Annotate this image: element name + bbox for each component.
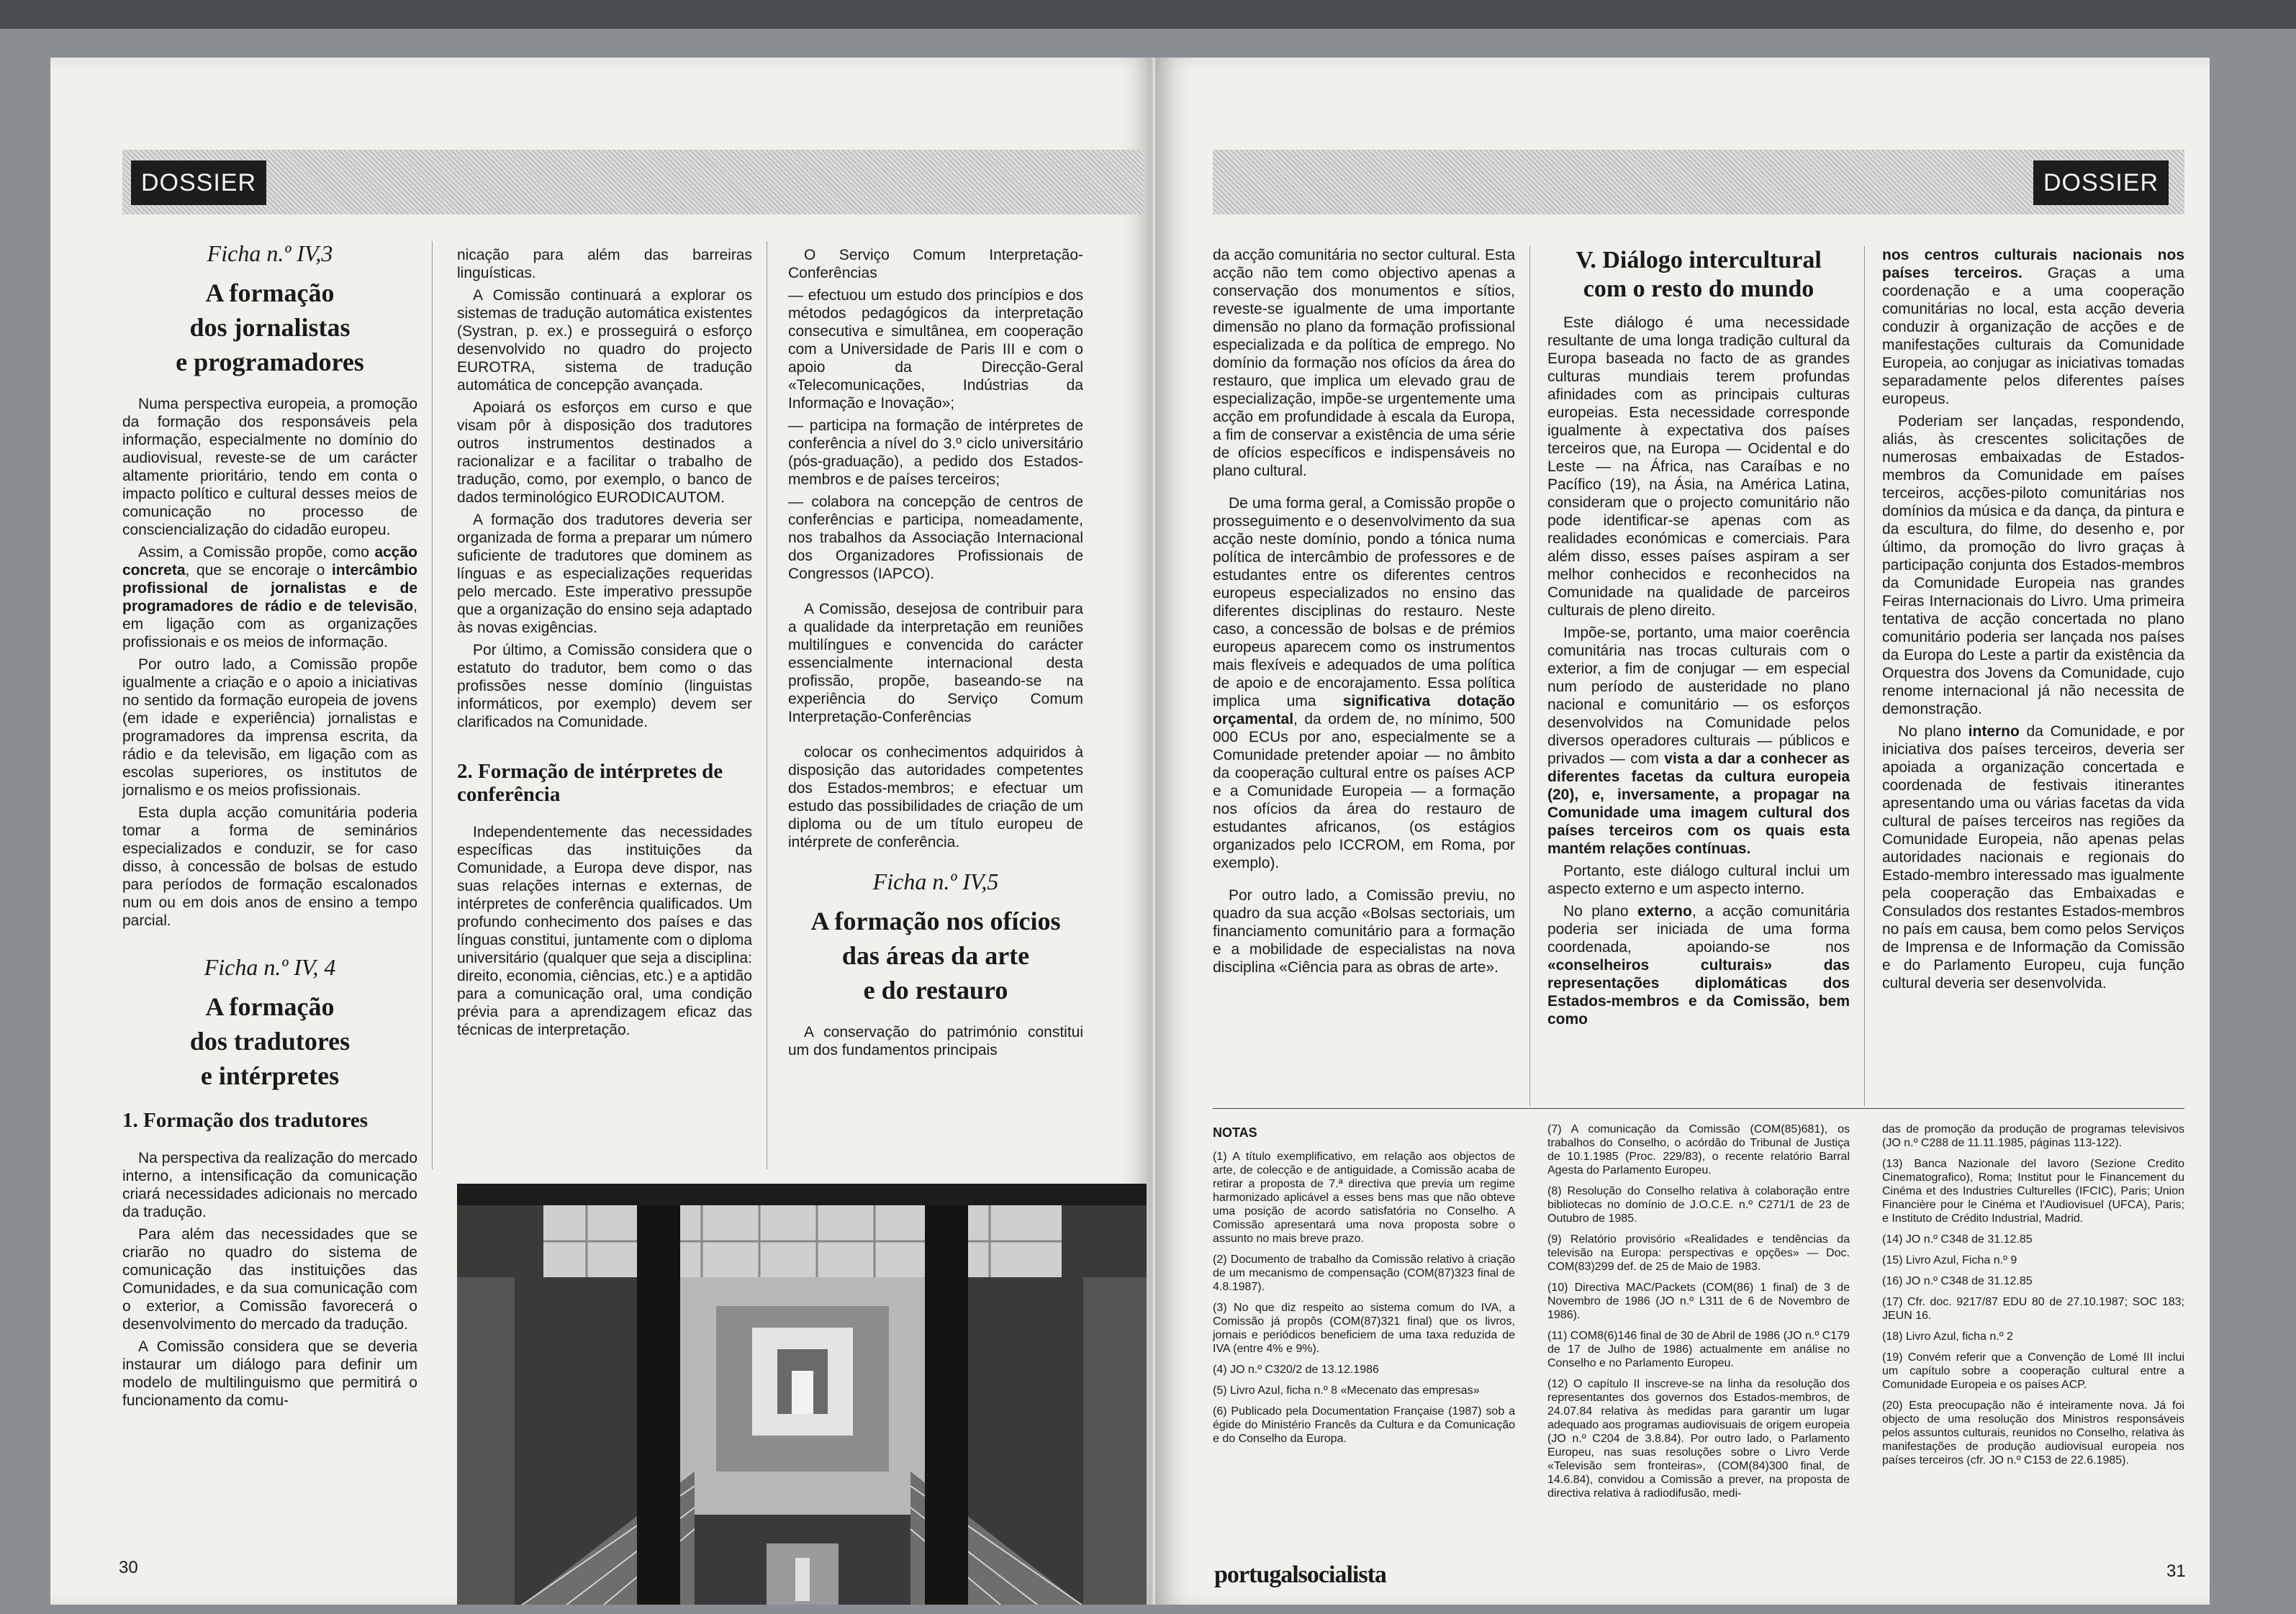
section-title: V. Diálogo intercultural com o resto do mundo [1576, 247, 1822, 302]
paragraph: Por último, a Comissão considera que o estatuto do tradutor, bem como o das profissões nesse domínio (linguistas informáticos, por exemplo) devem ser clarificados na Comunidade. [457, 642, 752, 730]
footnote: (3) No que diz respeito ao sistema comum do IVA, a Comissão já propôs (COM(87)321 final) que os livros, jornais e periódicos beneficiem de uma taxa reduzida de IVA (entre 4% e 9%). [1213, 1302, 1515, 1355]
notes-heading: NOTAS [1213, 1125, 1257, 1140]
paragraph: Poderiam ser lançadas, respondendo, aliás, às crescentes solicitações de numerosas embaixadas de Estados-membros da Comunidade em países terceiros, acções-piloto comunitárias nos domínios da música e da dança, da pintura e da escultura, do filme, do desenho e, por último, da promoção do livro graças à participação conjunta dos Estados-membros da Comunidade Europeia nas grandes Feiras Internacionais do Livro. Uma primeira tentativa de acção concertada no plano comunitário poderia ser lançada nos países da Europa do Leste a partir da existência da Orquestra dos Jovens da Comunidade, cujo renome internacional já não necessita de demonstração. [1882, 413, 2184, 717]
left-column-3 [788, 246, 1083, 1064]
paragraph: Numa perspectiva europeia, a promoção da formação dos responsáveis pela informação, especialmente no domínio do audiovisual, reveste-se de um carácter altamente prioritário, tendo em conta o impacto político e cultural desses meios de comunicação no processo de consciencialização do cidadão europeu. [122, 396, 417, 538]
paragraph: A formação dos tradutores deveria ser organizada de forma a preparar um número suficiente de tradutores que dominem as línguas e as especializações requeridas pelo mercado. Este imperativo pressupõe que a organização do ensino seja adaptado às novas exigências. [457, 512, 752, 636]
footnote: (11) COM8(6)146 final de 30 de Abril de 1986 (JO n.º C179 de 17 de Julho de 1986) actualmente em análise no Conselho e no Parlamento Europeu. [1547, 1330, 1850, 1369]
paragraph: colocar os conhecimentos adquiridos à disposição das autoridades competentes dos Estados-membros; e efectuar um estudo das possibilidades de criação de um diploma ou de um título europeu de intérprete de conferência. [788, 744, 1083, 851]
paragraph: A conservação do património constitui um dos fundamentos principais [788, 1024, 1083, 1058]
ficha-heading: Ficha n.º IV,3 [207, 240, 333, 266]
right-page [1155, 58, 2210, 1605]
scanner-background [0, 0, 2296, 29]
footnote: (16) JO n.º C348 de 31.12.85 [1882, 1275, 2033, 1287]
paragraph: Independentemente das necessidades específicas das instituições da Comunidade, a Europa deve dispor, nas suas relações internas e externas, de intérpretes de conferência qualificados. Um profundo conhecimento dos países e das línguas constitui, juntamente com o diploma universitário (qualquer que seja a disciplina: direito, economia, ciências, etc.) e a aptidão para a comunicação oral, uma condição prévia para a aprendizagem eficaz das técnicas de interpretação. [457, 824, 752, 1038]
paragraph: nos centros culturais nacionais nos países terceiros. Graças a uma coordenação e a uma cooperação comunitárias no local, esta acção deveria conduzir à organização de acções e de manifestações culturais da Comunidade Europeia, ao conjugar as iniciativas tomadas separadamente pelos diferentes países europeus. [1882, 247, 2184, 407]
paragraph: Apoiará os esforços em curso e que visam pôr à disposição dos tradutores outros instrumentos destinados a racionalizar e a facilitar o trabalho de tradução, como, por exemplo, o banco de dados terminológico EURODICAUTOM. [457, 399, 752, 506]
paragraph: — colabora na concepção de centros de conferências e participa, nomeadamente, nos trabalhos da Associação Internacional dos Organizadores Profissionais de Congressos (IAPCO). [788, 494, 1083, 582]
notes-divider [1213, 1108, 2184, 1109]
footnote: (5) Livro Azul, ficha n.º 8 «Mecenato das empresas» [1213, 1384, 1480, 1397]
column-rule [432, 241, 433, 1169]
footnote: (13) Banca Nazionale del lavoro (Sezione Credito Cinematografico), Roma; Institut pour le Financement du Cinéma et des Industries Culturelles (IFCIC), Paris; Union Financière pour le Cinéma et l'Audiovisuel (UFCA), Paris; e Instituto de Crédito Industrial, Madrid. [1882, 1158, 2184, 1225]
footnote: (15) Livro Azul, Ficha n.º 9 [1882, 1254, 2017, 1266]
footnote: (12) O capítulo II inscreve-se na linha da resolução dos representantes dos governos dos Estados-membros, de 24.07.84 relativa às medidas para garantir um lugar adequado aos programas audiovisuais de origem europeia (JO n.º C204 de 3.8.84). Por outro lado, o Parlamento Europeu, nas suas resoluções sobre o Livro Verde «Televisão sem fronteiras», (COM(84)300 final, de 14.6.84), convidou a Comissão a prever, na proposta de directiva relativa à radiodifusão, medi- [1547, 1378, 1850, 1500]
paragraph: Por outro lado, a Comissão propõe igualmente a criação e o apoio a iniciativas no sentido da formação europeia de jovens (em idade e experiência) jornalistas e programadores da imprensa escrita, da rádio e da televisão, em ligação com as escolas superiores, os institutos de jornalismo e os meios profissionais. [122, 656, 417, 799]
footnote: (6) Publicado pela Documentation Française (1987) sob a égide do Ministério Francês da Cultura e da Comunicação e do Conselho da Europa. [1213, 1405, 1515, 1445]
left-column-1 [122, 240, 417, 1414]
right-column-1 [1213, 246, 1515, 981]
notes-column-1 [1213, 1126, 1515, 1453]
paragraph: Na perspectiva da realização do mercado interno, a intensificação da comunicação criará necessidades adicionais no mercado da tradução. [122, 1150, 417, 1220]
paragraph: A Comissão, desejosa de contribuir para a qualidade da interpretação em reuniões multilíngues e convencida do carácter essencialmente internacional desta profissão, propõe, baseando-se na experiência do Serviço Comum Interpretação-Conferências [788, 601, 1083, 725]
footnote: (10) Directiva MAC/Packets (COM(86) 1 final) de 3 de Novembro de 1986 (JO n.º L311 de 6 de Novembro de 1986). [1547, 1282, 1850, 1321]
notes-column-3 [1882, 1123, 2184, 1474]
paragraph: A Comissão considera que se deveria instaurar um diálogo para definir um modelo de multilinguismo que permitirá o funcionamento da comu- [122, 1338, 417, 1409]
paragraph: Para além das necessidades que se criarão no quadro do sistema de comunicação das instituições das Comunidades, e da sua comunicação com o exterior, a Comissão favorecerá o desenvolvimento do mercado da tradução. [122, 1226, 417, 1333]
paragraph: Portanto, este diálogo cultural inclui um aspecto externo e um aspecto interno. [1547, 863, 1850, 897]
header-band [122, 150, 1144, 214]
subheading: 2. Formação de intérpretes de conferência [457, 760, 723, 806]
paragraph: Impõe-se, portanto, uma maior coerência comunitária nas trocas culturais com o exterior, a fim de conjugar — em especial num período de austeridade no plano nacional e comunitário — os esforços desenvolvidos na Comunidade pelos diversos operadores culturais — públicos e privados — com vista a dar a conhecer as diferentes facetas da cultura europeia (20), e, inversamente, a propagar na Comunidade uma imagem cultural dos países terceiros com os quais esta mantém relações contínuas. [1547, 625, 1850, 857]
section-title: A formação dos tradutores e intérpretes [189, 992, 351, 1090]
paragraph: A Comissão continuará a explorar os sistemas de tradução automática existentes (Systran, p. ex.) e prosseguirá o esforço desenvolvido no quadro do projecto EUROTRA, sistema de tradução automática de concepção avançada. [457, 287, 752, 394]
left-column-2 [457, 246, 752, 1043]
paragraph: O Serviço Comum Interpretação-Conferências [788, 247, 1083, 281]
footnote: (19) Convém referir que a Convenção de Lomé III inclui um capítulo sobre a cooperação cultural entre a Comunidade Europeia e os países ACP. [1882, 1351, 2184, 1391]
footnote: (17) Cfr. doc. 9217/87 EDU 80 de 27.10.1987; SOC 183; JEUN 16. [1882, 1296, 2184, 1322]
footnote: das de promoção da produção de programas televisivos (JO n.º C288 de 11.11.1985, páginas 113-122). [1882, 1123, 2184, 1149]
dossier-label: DOSSIER [131, 160, 266, 205]
paragraph: da acção comunitária no sector cultural. Esta acção não tem como objectivo apenas a conservação dos monumentos e sítios, reveste-se igualmente de uma importante dimensão no plano da formação profissional especializada e da política de emprego. No domínio da formação nos ofícios da área do restauro, que implica um elevado grau de especialização, impõe-se urgentemente uma acção em profundidade à escala da Europa, a fim de conservar a existência de uma série de ofícios específicos e indispensáveis no plano cultural. [1213, 247, 1515, 479]
museum-interior-photo [457, 1184, 1147, 1605]
footnote: (9) Relatório provisório «Realidades e tendências da televisão na Europa: perspectivas e opções» — Doc. COM(83)299 def. de 25 de Maio de 1983. [1547, 1233, 1850, 1273]
paragraph: — participa na formação de intérpretes de conferência a nível do 3.º ciclo universitário (pós-graduação), a pedido dos Estados-membros e de países terceiros; [788, 417, 1083, 488]
column-rule [1529, 246, 1530, 1106]
paragraph: Por outro lado, a Comissão previu, no quadro da sua acção «Bolsas sectoriais, um financiamento comunitário para a formação e a mobilidade de especialistas na nova disciplina «Ciência para as obras de arte». [1213, 887, 1515, 976]
paragraph: No plano interno da Comunidade, e por iniciativa dos países terceiros, deveria ser apoiada a organização concertada e coordenada de festivais itinerantes apresentando uma ou várias facetas da vida cultural de países terceiros nas regiões da Comunidade Europeia, não apenas pelas autoridades nacionais e regionais do Estado-membro interessado mas igualmente pela cooperação das Embaixadas e Consulados dos restantes Estados-membros no país em causa, bem como pelos Serviços de Imprensa e de Informação da Comissão e do Parlamento Europeu, cuja função cultural deveria ser desenvolvida. [1882, 723, 2185, 992]
right-column-2 [1547, 246, 1850, 1033]
footnote: (14) JO n.º C348 de 31.12.85 [1882, 1233, 2033, 1246]
left-page [50, 58, 1155, 1605]
footnote: (20) Esta preocupação não é inteiramente nova. Já foi objecto de uma resolução dos Ministros responsáveis pelos assuntos culturais, reunidos no Conselho, relativa às manifestações de produção audiovisual europeia nos países terceiros (cfr. JO n.º C153 de 22.6.1985). [1882, 1400, 2184, 1466]
dossier-label: DOSSIER [2033, 160, 2169, 205]
paragraph: nicação para além das barreiras linguísticas. [457, 247, 752, 281]
page-number: 31 [2166, 1561, 2186, 1581]
ficha-heading: Ficha n.º IV, 4 [204, 954, 336, 980]
footnote: (8) Resolução do Conselho relativa à colaboração entre bibliotecas no domínio de J.O.C.E. n.º C271/1 de 23 de Outubro de 1985. [1547, 1185, 1850, 1225]
footnote: (7) A comunicação da Comissão (COM(85)681), os trabalhos do Conselho, o acórdão do Tribunal de Justiça de 10.1.1985 (Proc. 229/83), o recente relatório Barral Agesta do Parlamento Europeu. [1547, 1123, 1850, 1177]
right-column-3 [1882, 246, 2184, 997]
paragraph: — efectuou um estudo dos princípios e dos métodos pedagógicos da interpretação consecutiva e simultânea, em cooperação com a Universidade de Paris III e com o apoio da Direcção-Geral «Telecomunicações, Indústrias da Informação e Inovação»; [788, 287, 1083, 412]
footnote: (18) Livro Azul, ficha n.º 2 [1882, 1330, 2013, 1343]
paragraph: Esta dupla acção comunitária poderia tomar a forma de seminários especializados e conduzir, se for caso disso, à concessão de bolsas de estudo para períodos de formação escalonados num ou em dois anos de ensino a tempo parcial. [122, 804, 417, 929]
footnote: (2) Documento de trabalho da Comissão relativo à criação de um mecanismo de compensação (COM(87)323 final de 4.8.1987). [1213, 1253, 1515, 1293]
footnote: (4) JO n.º C320/2 de 13.12.1986 [1213, 1364, 1379, 1376]
footnote: (1) A título exemplificativo, em relação aos objectos de arte, de colecção e de antiguidade, a Comissão acaba de retirar a proposta de 7.ª directiva que previa um regime harmonizado aplicável a esses bens mas que não obteve uma posição de acordo satisfatória no Conselho. A Comissão apresentará uma nova proposta sobre o assunto no mais breve prazo. [1213, 1151, 1515, 1245]
column-rule [1864, 246, 1865, 1106]
paragraph: No plano externo, a acção comunitária poderia ser iniciada de uma forma coordenada, apoiando-se nos «conselheiros culturais» das representações diplomáticas dos Estados-membros e da Comissão, bem como [1547, 903, 1850, 1028]
masthead-logo: portugalsocialista [1214, 1561, 1386, 1588]
ficha-heading: Ficha n.º IV,5 [872, 869, 999, 894]
page-number: 30 [119, 1558, 138, 1577]
subheading: 1. Formação dos tradutores [122, 1109, 368, 1132]
section-title: A formação dos jornalistas e programadores [176, 278, 364, 376]
paragraph: Assim, a Comissão propõe, como acção concreta, que se encoraje o intercâmbio profissional de jornalistas e de programadores de rádio e de televisão, em ligação com as organizações profissionais e os meios de informação. [122, 544, 417, 650]
paragraph: De uma forma geral, a Comissão propõe o prosseguimento e o desenvolvimento da sua acção neste domínio, pondo a tónica numa política de intercâmbio de professores e de estudantes entre os diferentes centros europeus especializados no ensino das diferentes disciplinas do restauro. Neste caso, a concessão de bolsas e de prémios europeus aparecem como os instrumentos mais flexíveis e adequados de uma política de apoio e de encorajamento. Essa política implica uma significativa dotação orçamental, da ordem de, no mínimo, 500 000 ECUs por ano, especialmente se a Comunidade pretender apoiar — no âmbito da cooperação cultural entre os países ACP e a Comunidade Europeia — a formação nos ofícios da área do restauro de estudantes africanos, (os estágios organizados pelo ICCROM, em Roma, por exemplo). [1213, 495, 1515, 871]
section-title: A formação nos ofícios das áreas da arte e do restauro [810, 907, 1061, 1005]
notes-column-2 [1547, 1123, 1850, 1508]
paragraph: Este diálogo é uma necessidade resultante de uma longa tradição cultural da Europa baseada no facto de as grandes culturas mundiais terem profundas afinidades com as principais culturas europeias. Esta necessidade corresponde igualmente à expectativa dos países terceiros que, na Europa — Ocidental e do Leste — na África, nas Caraíbas e no Pacífico (19), na Ásia, na América Latina, consideram que o projecto comunitário não pode identificar-se apenas com as realidades económicas e comerciais. Para além disso, esses países aspiram a ser melhor conhecidos e reconhecidos na Comunidade na qualidade de parceiros culturais de pleno direito. [1547, 314, 1850, 619]
